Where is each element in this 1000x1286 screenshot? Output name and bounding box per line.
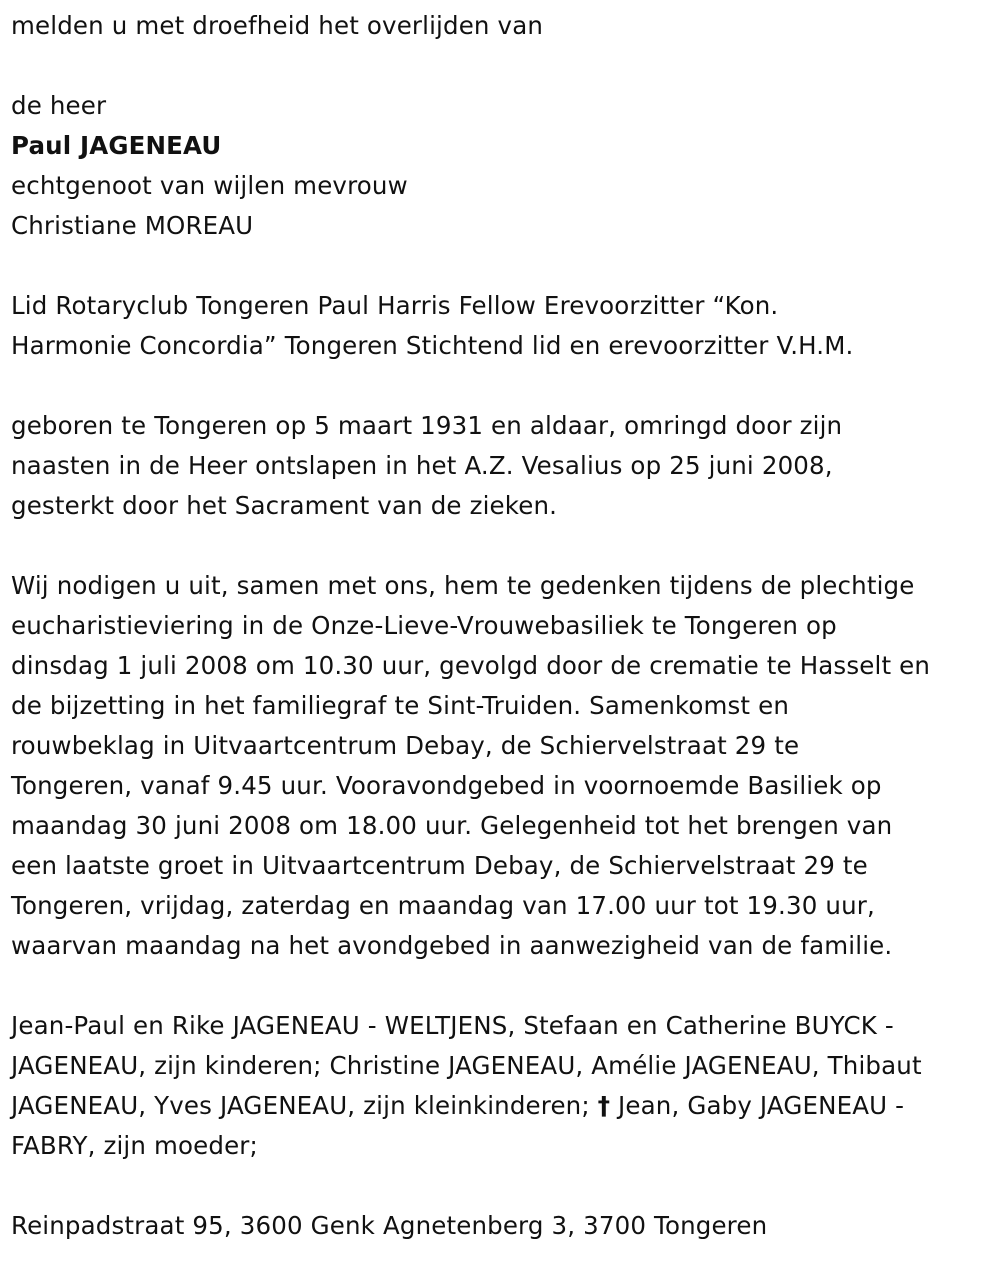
paragraph-line: Lid Rotaryclub Tongeren Paul Harris Fellow Erevoorzitter “Kon. xyxy=(11,291,779,320)
paragraph-line: maandag 30 juni 2008 om 18.00 uur. Gelegenheid tot het brengen van xyxy=(11,811,893,840)
paragraph-line: rouwbeklag in Uitvaartcentrum Debay, de Schiervelstraat 29 te xyxy=(11,731,800,760)
paragraph-line: geboren te Tongeren op 5 maart 1931 en aldaar, omringd door zijn xyxy=(11,411,843,440)
intro-text: melden u met droefheid het overlijden van xyxy=(11,11,544,40)
paragraph-line: JAGENEAU, zijn kinderen; Christine JAGENEAU, Amélie JAGENEAU, Thibaut xyxy=(11,1051,922,1080)
paragraph-line: eucharistieviering in de Onze-Lieve-Vrouwebasiliek te Tongeren op xyxy=(11,611,837,640)
spacer xyxy=(11,46,991,86)
family-text: JAGENEAU, Yves JAGENEAU, zijn kleinkinderen; xyxy=(11,1091,598,1120)
paragraph-line: naasten in de Heer ontslapen in het A.Z. Vesalius op 25 juni 2008, xyxy=(11,451,833,480)
obituary-document xyxy=(11,6,991,1246)
spacer xyxy=(11,526,991,566)
family-text: Jean, Gaby JAGENEAU - xyxy=(610,1091,905,1120)
paragraph-line: een laatste groet in Uitvaartcentrum Debay, de Schiervelstraat 29 te xyxy=(11,851,868,880)
paragraph-line: dinsdag 1 juli 2008 om 10.30 uur, gevolgd door de crematie te Hasselt en xyxy=(11,651,931,680)
spouse-name: Christiane MOREAU xyxy=(11,211,254,240)
title-prefix: de heer xyxy=(11,91,107,120)
paragraph-line: Tongeren, vrijdag, zaterdag en maandag van 17.00 uur tot 19.30 uur, xyxy=(11,891,875,920)
spouse-relation: echtgenoot van wijlen mevrouw xyxy=(11,171,408,200)
paragraph-line: de bijzetting in het familiegraf te Sint-Truiden. Samenkomst en xyxy=(11,691,790,720)
cross-icon: † xyxy=(597,1091,611,1120)
spacer xyxy=(11,966,991,1006)
paragraph-line: Tongeren, vanaf 9.45 uur. Vooravondgebed in voornoemde Basiliek op xyxy=(11,771,882,800)
family-paragraph xyxy=(11,1006,991,1166)
birth-death-paragraph xyxy=(11,406,991,526)
paragraph-line: Harmonie Concordia” Tongeren Stichtend lid en erevoorzitter V.H.M. xyxy=(11,331,854,360)
paragraph-line: Jean-Paul en Rike JAGENEAU - WELTJENS, Stefaan en Catherine BUYCK - xyxy=(11,1011,894,1040)
paragraph-line xyxy=(11,1086,991,1126)
invitation-paragraph xyxy=(11,566,991,966)
paragraph-line: FABRY, zijn moeder; xyxy=(11,1131,258,1160)
spacer xyxy=(11,1166,991,1206)
paragraph-line: gesterkt door het Sacrament van de zieken. xyxy=(11,491,558,520)
membership-paragraph xyxy=(11,286,991,366)
addresses-line: Reinpadstraat 95, 3600 Genk Agnetenberg 3, 3700 Tongeren xyxy=(11,1211,768,1240)
deceased-name: Paul JAGENEAU xyxy=(11,131,222,160)
spacer xyxy=(11,366,991,406)
paragraph-line: Wij nodigen u uit, samen met ons, hem te gedenken tijdens de plechtige xyxy=(11,571,915,600)
paragraph-line: waarvan maandag na het avondgebed in aanwezigheid van de familie. xyxy=(11,931,893,960)
spacer xyxy=(11,246,991,286)
